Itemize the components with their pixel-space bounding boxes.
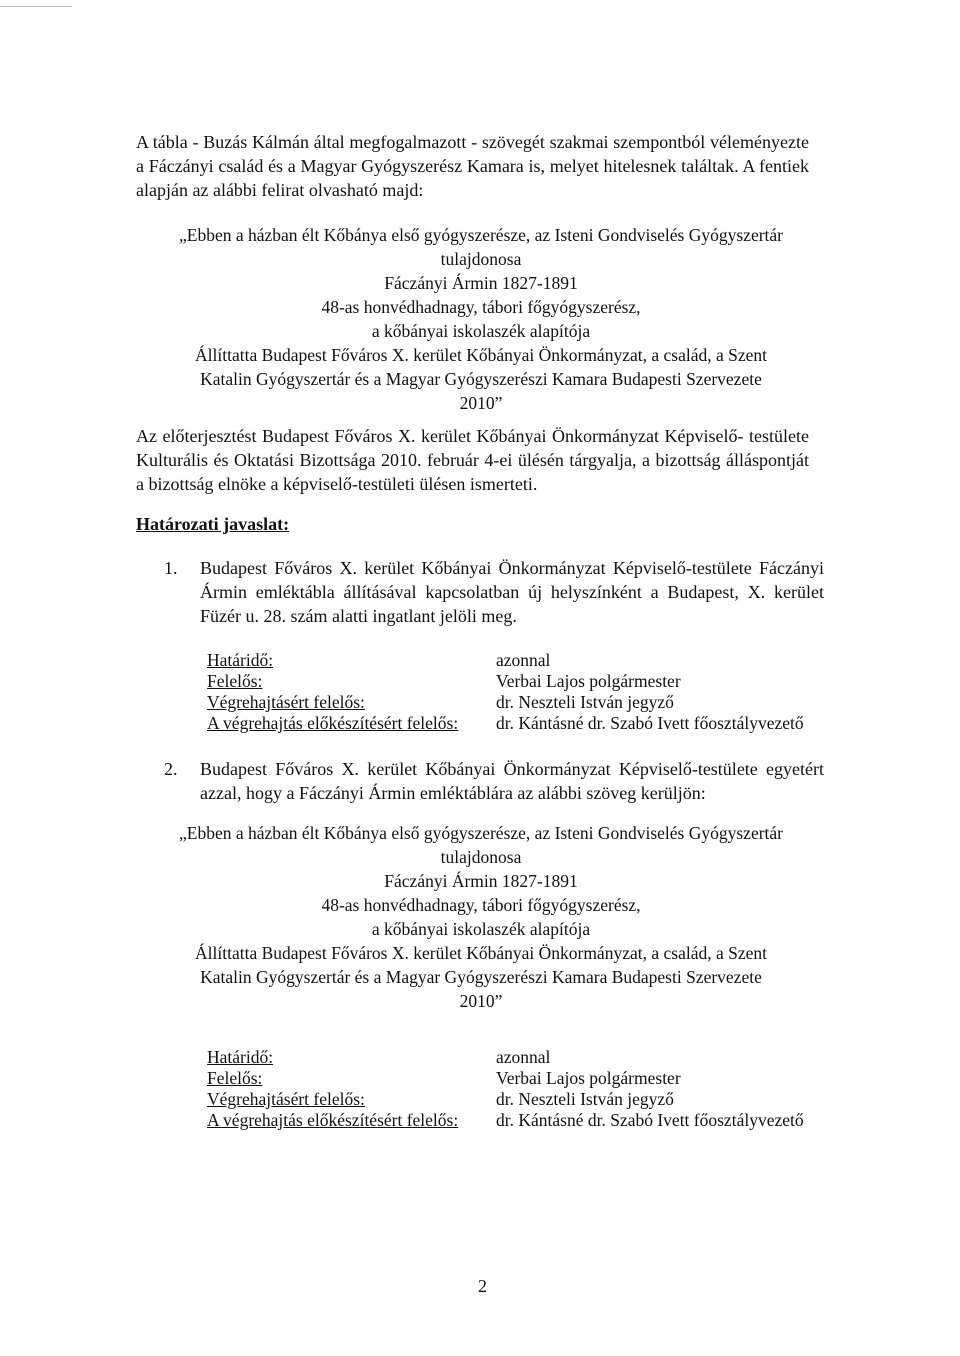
responsible-label: Felelős: — [207, 1068, 263, 1088]
execution-value: dr. Neszteli István jegyző — [496, 1089, 674, 1109]
item-number: 2. — [164, 759, 178, 779]
top-rule — [0, 6, 72, 7]
execution-label: Végrehajtásért felelős: — [207, 692, 365, 712]
resolution-heading: Határozati javaslat: — [136, 514, 290, 534]
item-text: Budapest Főváros X. kerület Kőbányai Önkormányzat Képviselő-testülete egyetért azzal, hogy a Fáczányi Ármin emléktáblára az alábbi szöveg kerüljön: — [200, 759, 825, 803]
inscription-quote-2: „Ebben a házban élt Kőbánya első gyógyszerésze, az Isteni Gondviselés Gyógyszertár tulajdonosa Fáczányi Ármin 1827-1891 48-as honvédhadnagy, tábori főgyógyszerész, a kőbányai iskolaszék alapítója Állíttatta Budapest Főváros X. kerület Kőbányai Önkormányzat, a család, a Szent Katalin Gyógyszertár és a Magyar Gyógyszerészi Kamara Budapesti Szervezete 2010” — [178, 823, 783, 1011]
preparation-value: dr. Kántásné dr. Szabó Ivett főosztályvezető — [496, 713, 804, 733]
responsible-value: Verbai Lajos polgármester — [496, 671, 681, 691]
responsible-value: Verbai Lajos polgármester — [496, 1068, 681, 1088]
item-number: 1. — [164, 558, 178, 578]
deadline-label: Határidő: — [207, 650, 274, 670]
execution-label: Végrehajtásért felelős: — [207, 1089, 365, 1109]
deadline-label: Határidő: — [207, 1047, 274, 1067]
responsible-label: Felelős: — [207, 671, 263, 691]
preparation-label: A végrehajtás előkészítésért felelős: — [207, 713, 459, 733]
preparation-value: dr. Kántásné dr. Szabó Ivett főosztályvezető — [496, 1110, 804, 1130]
item-text: Budapest Főváros X. kerület Kőbányai Önkormányzat Képviselő-testülete Fáczányi Ármin emléktábla állításával kapcsolatban új helyszínként a Budapest, X. kerület Füzér u. 28. szám alatti ingatlant jelöli meg. — [200, 558, 825, 626]
intro-paragraph: A tábla - Buzás Kálmán által megfogalmazott - szövegét szakmai szempontból véleményezte a Fáczányi család és a Magyar Gyógyszerész Kamara is, melyet hitelesnek találtak. A fentiek alapján az alábbi felirat olvasható majd: — [136, 132, 810, 200]
deadline-value: azonnal — [496, 650, 551, 670]
submission-paragraph: Az előterjesztést Budapest Főváros X. kerület Kőbányai Önkormányzat Képviselő- testülete Kulturális és Oktatási Bizottsága 2010. február 4-ei ülésén tárgyalja, a bizottság álláspontját a bizottság elnöke a képviselő-testületi ülésen ismerteti. — [136, 426, 810, 494]
page-number: 2 — [478, 1276, 487, 1296]
preparation-label: A végrehajtás előkészítésért felelős: — [207, 1110, 459, 1130]
execution-value: dr. Neszteli István jegyző — [496, 692, 674, 712]
inscription-quote-1: „Ebben a házban élt Kőbánya első gyógyszerésze, az Isteni Gondviselés Gyógyszertár tulajdonosa Fáczányi Ármin 1827-1891 48-as honvédhadnagy, tábori főgyógyszerész, a kőbányai iskolaszék alapítója Állíttatta Budapest Főváros X. kerület Kőbányai Önkormányzat, a család, a Szent Katalin Gyógyszertár és a Magyar Gyógyszerészi Kamara Budapesti Szervezete 2010” — [178, 225, 783, 413]
deadline-value: azonnal — [496, 1047, 551, 1067]
